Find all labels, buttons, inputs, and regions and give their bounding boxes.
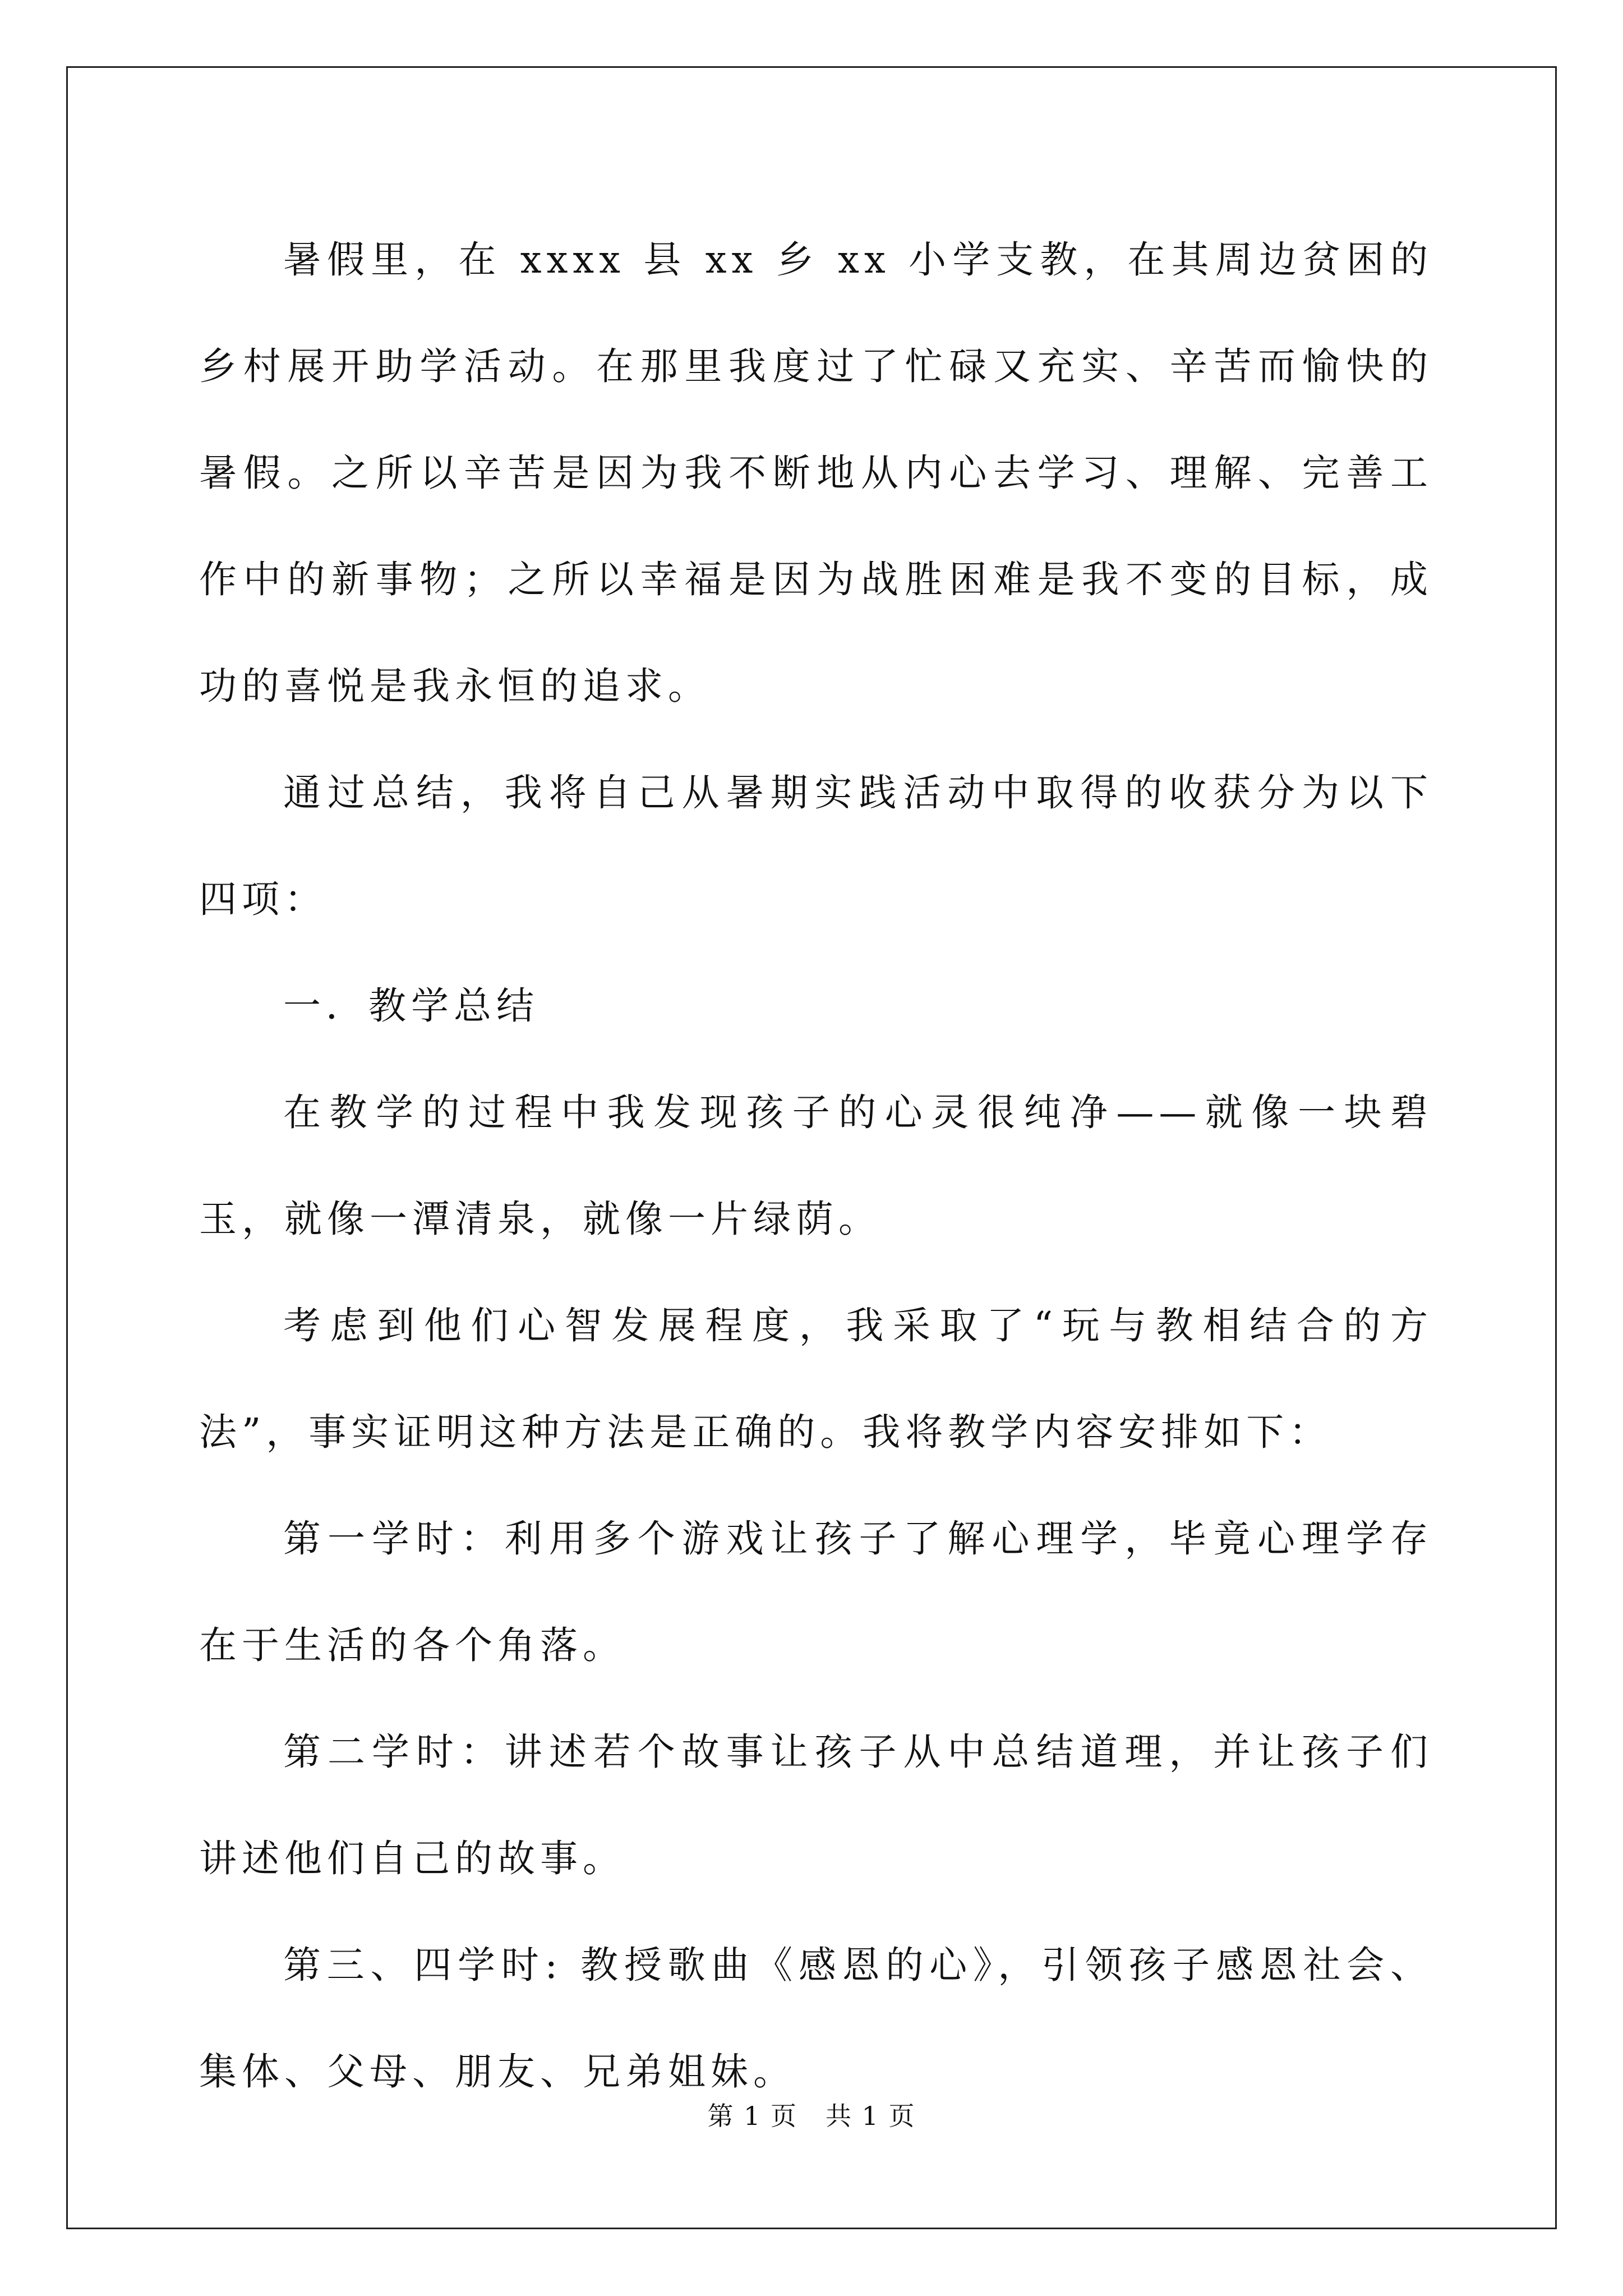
section-heading-teaching-summary: 一．教学总结 [283,984,539,1028]
page-number-total: 共 1 页 [826,2101,916,2131]
paragraph-summary-lead: 通过总结，我将自己从暑期实践活动中取得的收获分为以下四项： [199,771,1433,921]
paragraph-children-observation: 在教学的过程中我发现孩子的心灵很纯净——就像一块碧玉，就像一潭清泉，就像一片绿荫。 [199,1091,1433,1241]
paragraph-teaching-method: 考虑到他们心智发展程度，我采取了“玩与教相结合的方法”，事实证明这种方法是正确的。我将教学内容安排如下： [199,1304,1433,1454]
paragraph-intro: 暑假里，在 xxxx 县 xx 乡 xx 小学支教，在其周边贫困的乡村展开助学活动。在那里我度过了忙碌又充实、辛苦而愉快的暑假。之所以辛苦是因为我不断地从内心去学习、理解、完善工作中的新事物；之所以幸福是因为战胜困难是我不变的目标，成功的喜悦是我永恒的追求。 [199,238,1433,708]
document-body [199,206,1433,2125]
paragraph-lesson-3-4: 第三、四学时: 教授歌曲《感恩的心》，引领孩子感恩社会、集体、父母、朋友、兄弟姐妹。 [199,1943,1433,2093]
page-number-current: 第 1 页 [707,2101,797,2131]
page-footer [0,2099,1623,2133]
paragraph-lesson-2: 第二学时：讲述若个故事让孩子从中总结道理，并让孩子们讲述他们自己的故事。 [199,1730,1433,1880]
paragraph-lesson-1: 第一学时：利用多个游戏让孩子了解心理学，毕竟心理学存在于生活的各个角落。 [199,1517,1433,1667]
